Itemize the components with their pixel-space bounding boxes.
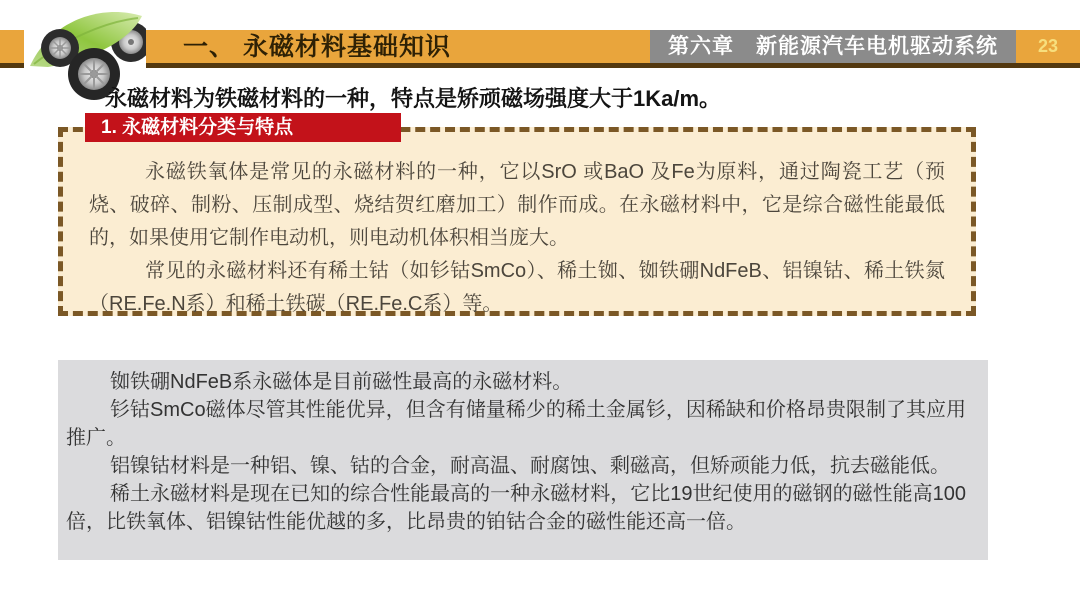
- summary-paragraph-2: 钐钴SmCo磁体尽管其性能优异，但含有储量稀少的稀土金属钐，因稀缺和价格昂贵限制了其应用推广。: [66, 399, 966, 449]
- ferrite-paragraph-1: 永磁铁氧体是常见的永磁材料的一种，它以SrO 或BaO 及Fe为原料，通过陶瓷工艺（预烧、破碎、制粉、压制成型、烧结贺红磨加工）制作而成。在永磁材料中，它是综合磁性能最低的，如果使用它制作电动机，则电动机体积相当庞大。: [89, 161, 945, 249]
- ferrite-info-box: [58, 127, 976, 316]
- summary-paragraph-4: 稀土永磁材料是现在已知的综合性能最高的一种永磁材料，它比19世纪使用的磁钢的磁性能高100倍，比铁氧体、铝镍钴性能优越的多，比昂贵的铂钴合金的磁性能还高一倍。: [66, 483, 966, 533]
- summary-paragraph-3: 铝镍钴材料是一种铝、镍、钴的合金，耐高温、耐腐蚀、剩磁高，但矫顽能力低，抗去磁能低。: [110, 455, 950, 477]
- summary-paragraph-1: 铷铁硼NdFeB系永磁体是目前磁性最高的永磁材料。: [110, 371, 573, 393]
- magnet-summary-box: [58, 360, 988, 560]
- classification-label: 1. 永磁材料分类与特点: [85, 113, 401, 142]
- ferrite-paragraph-2: 常见的永磁材料还有稀土钴（如钐钴SmCo）、稀土铷、铷铁硼NdFeB、铝镍钴、稀土铁氮（RE.Fe.N系）和稀土铁碳（RE.Fe.C系）等。: [89, 260, 945, 315]
- chapter-banner: 第六章 新能源汽车电机驱动系统: [650, 30, 1016, 63]
- intro-text: 永磁材料为铁磁材料的一种，特点是矫顽磁场强度大于1Ka/m。: [105, 86, 722, 111]
- section-title: 一、 永磁材料基础知识: [183, 33, 451, 61]
- page-number-badge: 23: [1037, 36, 1059, 56]
